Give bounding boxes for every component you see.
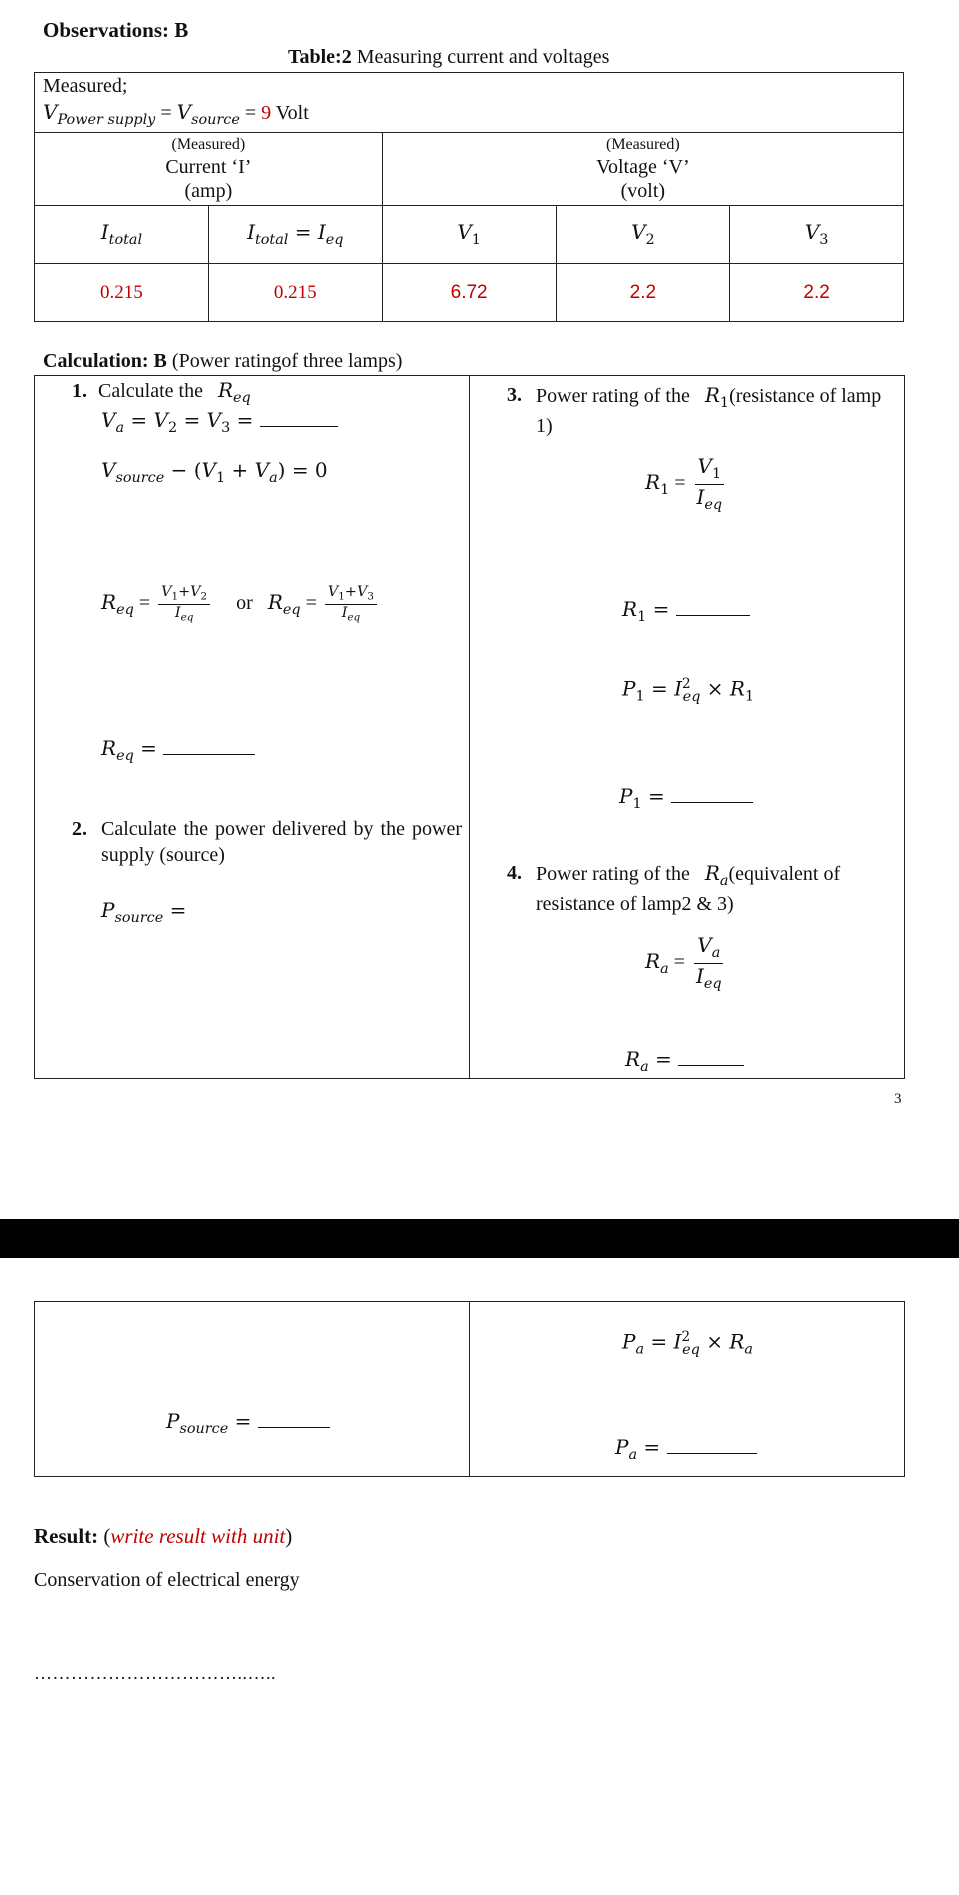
supply-voltage-value: 9 [261,102,272,124]
col-header-v3: $V_3$ [730,206,904,264]
step-3-number: 3. [507,384,522,406]
col-header-i-total: $I_{total}$ [35,206,209,264]
calculation-heading-text: (Power ratingof three lamps) [166,350,403,372]
pa-answer: $P_a$ = [615,1435,757,1463]
ra-answer: $R_a$ = [625,1047,744,1075]
result-label: Result: [34,1524,99,1548]
pa-formula: $P_a = I^2_{eq} \times R_a$ [622,1329,753,1358]
step-2-text: Calculate the power delivered by the power supply (source) [101,818,462,866]
psource-formula: $P_{source}$ = [101,898,187,927]
voltage-measured-label: (Measured) [605,136,680,154]
voltage-label: Voltage ‘V’ [596,155,690,178]
result-close-paren: ) [285,1524,293,1548]
result-open-paren: ( [103,1524,111,1548]
current-label: Current ‘I’ [165,155,252,178]
page-separator [0,1219,959,1258]
step-1-number: 1. [72,380,87,402]
voltage-unit: (volt) [620,179,666,202]
continued-divider [469,1301,470,1476]
step-4-text-a: Power rating of the [536,863,690,885]
step-1: 1. Calculate the $R_{eq}$ [72,378,251,407]
step-3-text-a: Power rating of the [536,385,690,407]
p1-formula: $P_1 = I^2_{eq} \times R_1$ [622,676,755,705]
value-i-eq: 0.215 [208,264,382,322]
or-text: or [236,592,253,615]
r1-answer: $R_1$ = [622,597,750,625]
value-v1: 6.72 [382,264,556,322]
calculation-heading [43,350,402,373]
step-4: 4. Power rating of the $R_a(equivalent$ of resistance of lamp2 & 3) [507,861,841,915]
col-header-v1: $V_1$ [382,206,556,264]
va-equation: $V_a = V_2 = V_3$ = [101,408,338,436]
step-2-number: 2. [72,818,87,840]
observations-heading: Observations: B [43,18,189,42]
voltage-group-header [382,133,903,206]
measurements-table [34,72,904,322]
ra-formula: $R_a$ = $\frac{V_a}{I_{eq}}$ [645,933,722,992]
table-caption-number: Table:2 [288,46,352,68]
kvl-equation: $V_{source} - (V_1 + V_a) = 0$ [101,458,328,487]
table-caption-text: Measuring current and voltages [351,46,610,68]
supply-voltage-cell [35,73,904,133]
step-4-number: 4. [507,862,522,884]
current-group-header [35,133,383,206]
step-1-text: Calculate the [98,380,203,402]
req-formula: $R_{eq}$ = $\frac{V_1+V_2}{I_{eq}}$ or $R_{eq}$ = $\frac{V_1+V_3}{I_{eq}}$ [101,585,380,624]
col-header-v2: $V_2$ [556,206,730,264]
col-header-i-eq: $I_{total} = I_{eq}$ [208,206,382,264]
step-2 [72,816,462,868]
psource-answer: $P_{source}$ = [166,1409,330,1437]
step-3-text-b: (resistance of lamp 1) [536,385,882,437]
calculation-heading-bold: Calculation: B [43,350,167,372]
step-4-text-b: (equivalent of resistance of lamp2 & 3) [536,863,841,915]
supply-voltage-unit: Volt [275,102,309,124]
measured-label: Measured; [43,75,128,97]
result-line [34,1524,292,1549]
table-caption [288,46,609,69]
r1-formula: $R_1$ = $\frac{V_1}{I_{eq}}$ [645,454,723,513]
calculation-divider [469,375,470,1078]
current-unit: (amp) [184,179,233,202]
p1-answer: $P_1$ = [619,784,753,812]
conservation-text: Conservation of electrical energy [34,1569,300,1591]
answer-dotted-line: ……………………………..….. [34,1663,276,1683]
supply-voltage-equation: $V_{Power supply} = V_{source} = 9$ Volt [43,100,309,129]
value-i-total: 0.215 [35,264,209,322]
result-hint: write result with unit [110,1524,286,1548]
value-v2: 2.2 [556,264,730,322]
value-v3: 2.2 [730,264,904,322]
current-measured-label: (Measured) [171,136,246,154]
req-answer: $R_{eq}$ = [101,736,255,764]
step-3: 3. Power rating of the $R_1(resistance$ of lamp 1) [507,383,882,437]
page-number: 3 [894,1091,902,1107]
